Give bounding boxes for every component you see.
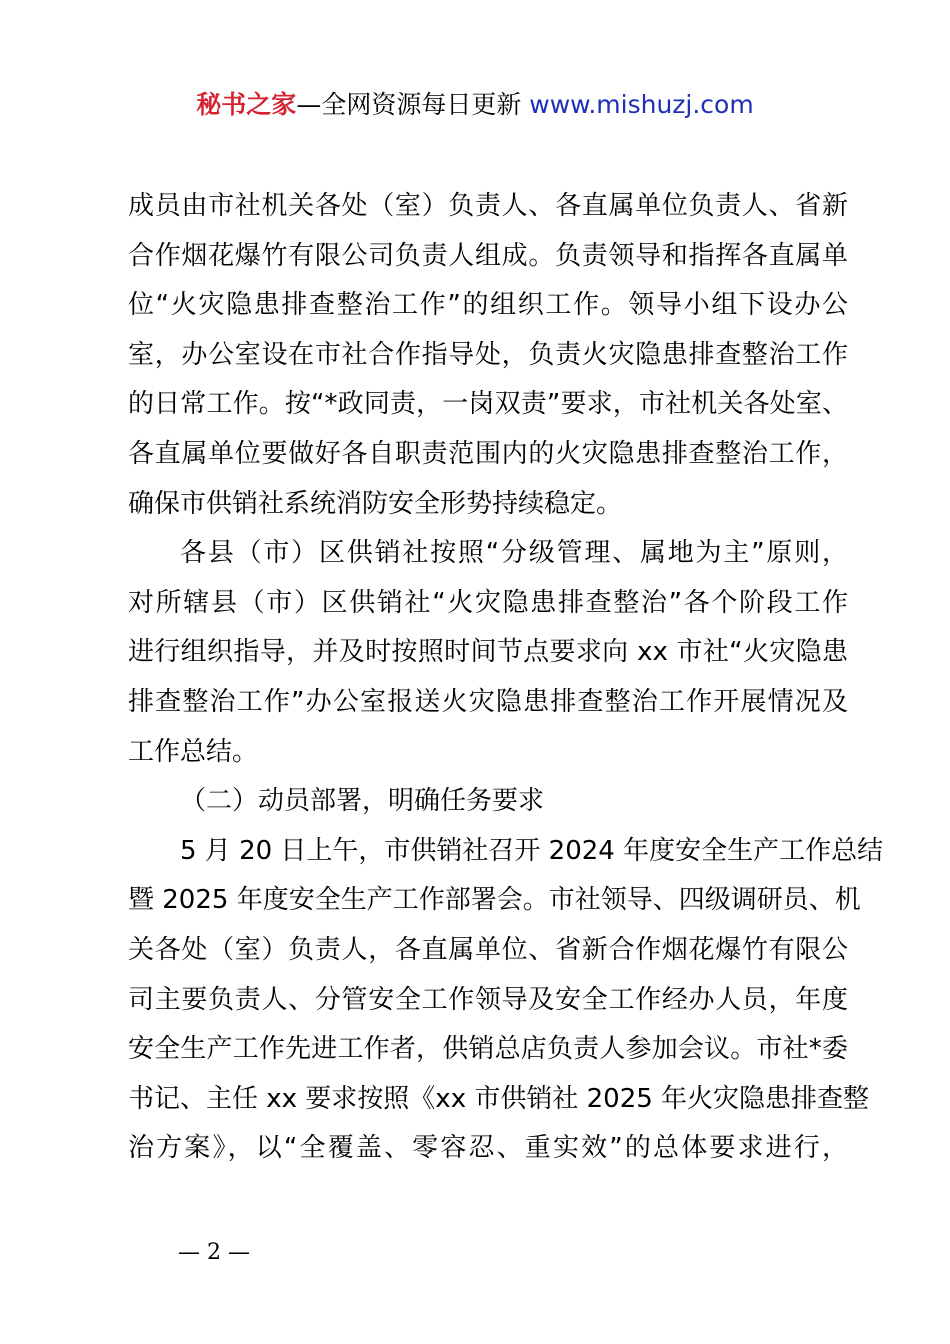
page-number: — 2 — [178, 1240, 250, 1265]
text-line: 各直属单位要做好各自职责范围内的火灾隐患排查整治工作， [128, 438, 848, 469]
paragraph-county-cooperatives [128, 529, 848, 777]
text-line: 安全生产工作先进工作者，供销总店负责人参加会议。市社*委 [128, 1034, 848, 1065]
text-line: 排查整治工作”办公室报送火灾隐患排查整治工作开展情况及 [128, 686, 848, 717]
text-line: 室，办公室设在市社合作指导处，负责火灾隐患排查整治工作 [128, 339, 848, 370]
paragraph-council-members [128, 182, 848, 529]
text-line: 各县（市）区供销社按照“分级管理、属地为主”原则， [180, 538, 848, 569]
text-line: 工作总结。 [128, 736, 259, 767]
section-heading [128, 777, 848, 827]
text-line: 确保市供销社系统消防安全形势持续稳定。 [128, 488, 623, 519]
text-line: 司主要负责人、分管安全工作领导及安全工作经办人员，年度 [128, 984, 848, 1015]
document-body [128, 182, 884, 1174]
section-title: （二）动员部署，明确任务要求 [180, 786, 545, 817]
text-line: 合作烟花爆竹有限公司负责人组成。负责领导和指挥各直属单 [128, 240, 848, 271]
text-line: 书记、主任 xx 要求按照《xx 市供销社 2025 年火灾隐患排查整 [128, 1083, 870, 1114]
header-slogan: —全网资源每日更新 [296, 90, 522, 119]
text-line: 的日常工作。按“*政同责，一岗双责”要求，市社机关各处室、 [128, 389, 848, 420]
site-url-link[interactable]: www.mishuzj.com [529, 90, 754, 119]
text-line: 关各处（室）负责人，各直属单位、省新合作烟花爆竹有限公 [128, 934, 848, 965]
paragraph-mobilization-meeting [128, 827, 884, 1174]
brand-name: 秘书之家 [196, 90, 297, 119]
text-line: 进行组织指导，并及时按照时间节点要求向 xx 市社“火灾隐患 [128, 637, 848, 668]
text-line: 5 月 20 日上午，市供销社召开 2024 年度安全生产工作总结 [180, 835, 884, 866]
text-line: 暨 2025 年度安全生产工作部署会。市社领导、四级调研员、机 [128, 885, 861, 916]
text-line: 成员由市社机关各处（室）负责人、各直属单位负责人、省新 [128, 191, 848, 221]
text-line: 治方案》，以“全覆盖、零容忍、重实效”的总体要求进行， [128, 1133, 848, 1164]
site-header [0, 88, 950, 122]
text-line: 对所辖县（市）区供销社“火灾隐患排查整治”各个阶段工作 [128, 587, 848, 618]
text-line: 位“火灾隐患排查整治工作”的组织工作。领导小组下设办公 [128, 290, 848, 321]
